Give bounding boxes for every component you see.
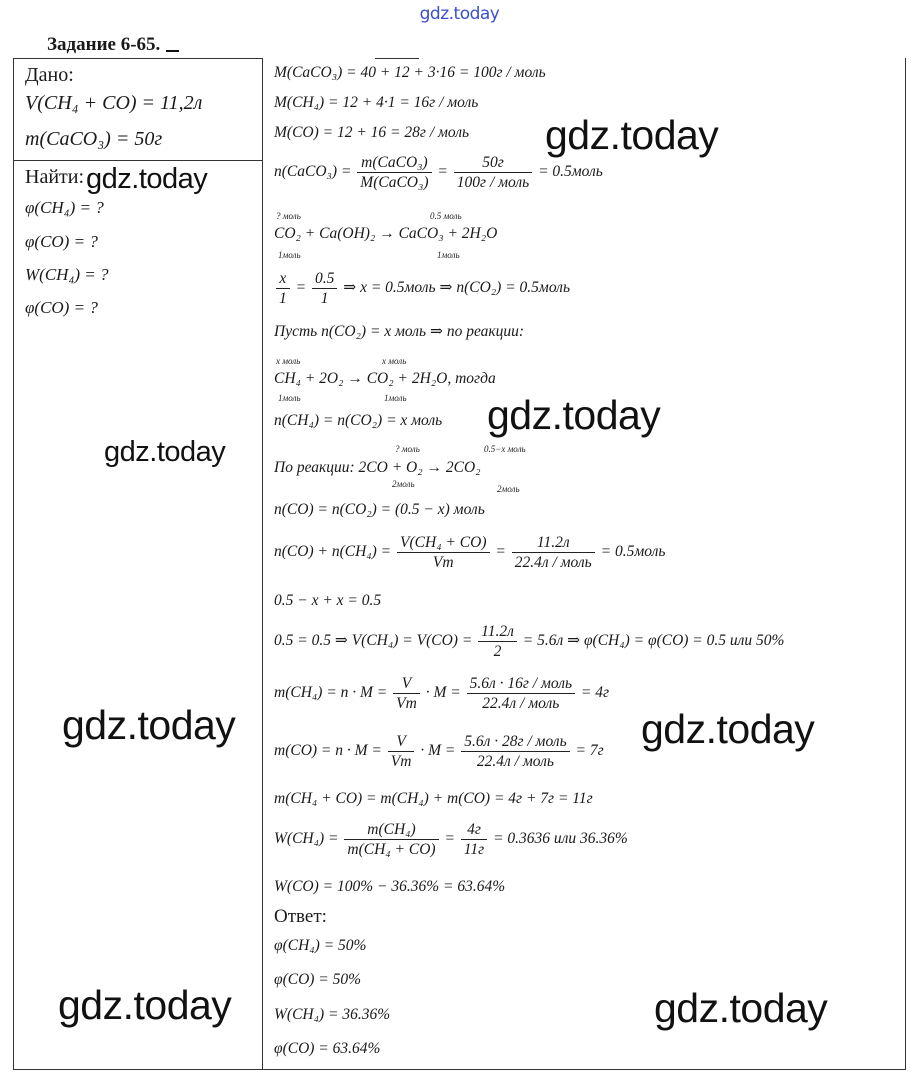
- answer-item: φ(CH₄) = 50%: [274, 937, 367, 954]
- fraction: [312, 269, 337, 308]
- fraction-denominator: 1: [320, 290, 329, 307]
- solution-line-m-co: [274, 732, 604, 771]
- fraction-denominator: Vm: [390, 753, 412, 770]
- reaction-equation-co: По реакции: 2CO + O₂ → 2CO₂: [274, 459, 481, 476]
- equation-rhs: ⇒ x = 0.5моль ⇒ n(CO₂) = 0.5моль: [343, 279, 570, 297]
- equation-rhs: = 0.3636 или 36.36%: [493, 830, 628, 848]
- watermark-text: gdz.today: [86, 163, 208, 195]
- task-title-text: Задание 6-65.: [47, 34, 161, 55]
- equals-sign: =: [295, 279, 307, 297]
- watermark-text: gdz.today: [654, 985, 828, 1031]
- fraction: [357, 153, 431, 192]
- reaction-annotation: ? моль: [276, 211, 301, 221]
- solution-line-proportion: [274, 269, 570, 308]
- table-top-border-left: [13, 58, 263, 59]
- solution-line-m-ch4: [274, 674, 609, 713]
- reaction-annotation: x моль: [276, 356, 301, 366]
- fraction: [478, 622, 517, 661]
- fraction: [454, 153, 532, 192]
- find-item: φ(CO) = ?: [25, 298, 98, 317]
- fraction: [393, 674, 420, 713]
- equation-lhs: m(CH₄) = n · M =: [274, 684, 388, 702]
- fraction-denominator: m(CH₄ + CO): [347, 841, 436, 858]
- fraction-numerator: x: [276, 269, 290, 289]
- reaction-annotation: 1моль: [278, 250, 301, 260]
- equation-mid: · M =: [425, 684, 461, 702]
- fraction: [344, 820, 438, 859]
- watermark-text: gdz.today: [487, 392, 661, 438]
- reaction-annotation: x моль: [382, 356, 407, 366]
- solution-line-molar-co: M(CO) = 12 + 16 = 28г / моль: [274, 124, 470, 141]
- answer-label: Ответ:: [274, 906, 327, 927]
- answer-item: φ(CO) = 63.64%: [274, 1040, 381, 1057]
- given-volume: V(CH₄ + CO) = 11,2л: [25, 92, 203, 114]
- reaction-equation-ch4: CH₄ + 2O₂ → CO₂ + 2H₂O, тогда: [274, 370, 496, 387]
- fraction-denominator: 2: [493, 643, 502, 660]
- reaction-equation-caco3: CO₂ + Ca(OH)₂ → CaCO₃ + 2H₂O: [274, 225, 498, 242]
- equals-sign: =: [495, 543, 506, 561]
- fraction-denominator: 22.4л / моль: [476, 753, 554, 770]
- answer-item: φ(CO) = 50%: [274, 971, 362, 988]
- fraction-numerator: m(CaCO₃): [357, 153, 431, 173]
- solution-line-molar-caco3: M(CaCO₃) = 40 + 12 + 3·16 = 100г / моль: [274, 64, 546, 81]
- reaction-annotation: 1моль: [437, 250, 460, 260]
- solution-line-molar-ch4: M(CH₄) = 12 + 4·1 = 16г / моль: [274, 94, 479, 111]
- watermark-text: gdz.today: [545, 112, 719, 158]
- equation-rhs: = 0.5моль: [600, 543, 666, 561]
- fraction-numerator: V(CH₄ + CO): [397, 533, 489, 553]
- table-top-border-stub: [375, 58, 419, 59]
- solution-line-w-ch4: [274, 820, 628, 859]
- given-label: [25, 64, 74, 87]
- solution-line-equation: 0.5 − x + x = 0.5: [274, 592, 382, 609]
- fraction-numerator: 0.5: [312, 269, 337, 289]
- equation-rhs: = 4г: [580, 684, 610, 702]
- fraction: [467, 674, 575, 713]
- reaction-annotation: ? моль: [395, 444, 420, 454]
- fraction-denominator: M(CaCO₃): [360, 174, 429, 191]
- site-logo-text: gdz.today: [419, 4, 500, 24]
- reaction-annotation: 2моль: [392, 479, 415, 489]
- equation-rhs: = 7г: [575, 742, 604, 760]
- watermark-text: gdz.today: [104, 436, 226, 468]
- solution-line-volumes: [274, 622, 784, 661]
- watermark-text: gdz.today: [641, 706, 815, 752]
- answer-item: W(CH₄) = 36.36%: [274, 1006, 391, 1023]
- solution-line-total-mass: m(CH₄ + CO) = m(CH₄) + m(CO) = 4г + 7г = 11г: [274, 790, 593, 807]
- reaction-annotation: 0.5−x моль: [484, 444, 526, 454]
- table-left-border: [13, 58, 14, 1070]
- equals-sign: =: [437, 163, 448, 181]
- fraction-numerator: V: [388, 732, 415, 752]
- fraction-numerator: 5.6л · 16г / моль: [467, 674, 575, 694]
- fraction-numerator: V: [393, 674, 420, 694]
- fraction-denominator: 11г: [463, 841, 485, 858]
- equation-rhs: = 0.5моль: [538, 163, 603, 181]
- table-right-border: [905, 58, 906, 1070]
- equation-lhs: n(CO) + n(CH₄) =: [274, 543, 392, 561]
- fraction: [397, 533, 489, 572]
- fraction-numerator: 50г: [454, 153, 532, 173]
- equation-lhs: m(CO) = n · M =: [274, 742, 382, 760]
- find-item: W(CH₄) = ?: [25, 265, 109, 284]
- watermark-text: gdz.today: [58, 982, 232, 1028]
- fraction-denominator: 1: [279, 290, 287, 307]
- fraction-numerator: 5.6л · 28г / моль: [461, 732, 569, 752]
- equation-rhs: = 5.6л ⇒ φ(CH₄) = φ(CO) = 0.5 или 50%: [522, 632, 785, 650]
- title-mark-icon: [166, 38, 179, 52]
- fraction-denominator: 22.4л / моль: [514, 554, 592, 571]
- fraction-numerator: 11.2л: [478, 622, 517, 642]
- task-title: [47, 34, 179, 56]
- reaction-annotation: 1моль: [278, 393, 301, 403]
- reaction-annotation: 0.5 моль: [430, 211, 462, 221]
- solution-line-w-co: W(CO) = 100% − 36.36% = 63.64%: [274, 878, 506, 895]
- given-label-text: Дано:: [25, 64, 74, 86]
- find-item: φ(CH₄) = ?: [25, 198, 104, 217]
- equation-mid: · M =: [420, 742, 456, 760]
- equation-lhs: 0.5 = 0.5 ⇒ V(CH₄) = V(CO) =: [274, 632, 473, 650]
- fraction-denominator: 22.4л / моль: [482, 695, 560, 712]
- fraction-denominator: 100г / моль: [456, 174, 530, 191]
- reaction-annotation: 2моль: [497, 484, 520, 494]
- equation-lhs: W(CH₄) =: [274, 830, 339, 848]
- fraction: [276, 269, 290, 308]
- fraction-denominator: Vm: [396, 695, 417, 712]
- fraction: [388, 732, 415, 771]
- fraction-numerator: 4г: [461, 820, 487, 840]
- equation-lhs: n(CaCO₃) =: [274, 163, 352, 181]
- table-divider: [262, 58, 263, 1070]
- fraction: [461, 820, 487, 859]
- given-find-separator: [13, 160, 263, 161]
- fraction-denominator: Vm: [432, 554, 454, 571]
- given-mass: m(CaCO₃) = 50г: [25, 128, 163, 150]
- reaction-annotation: 1моль: [384, 393, 407, 403]
- solution-line-n-ch4: n(CH₄) = n(CO₂) = x моль: [274, 412, 443, 429]
- fraction-numerator: m(CH₄): [344, 820, 438, 840]
- find-label: Найти:: [25, 166, 85, 188]
- find-item: φ(CO) = ?: [25, 232, 98, 251]
- watermark-text: gdz.today: [62, 702, 236, 748]
- solution-line-n-co: n(CO) = n(CO₂) = (0.5 − x) моль: [274, 501, 485, 518]
- table-bottom-border: [13, 1069, 906, 1070]
- fraction: [512, 533, 595, 572]
- fraction: [461, 732, 569, 771]
- solution-line-sum-moles: [274, 533, 665, 572]
- equals-sign: =: [444, 830, 455, 848]
- fraction-numerator: 11.2л: [512, 533, 595, 553]
- solution-line-let: Пусть n(CO₂) = x моль ⇒ по реакции:: [274, 323, 525, 340]
